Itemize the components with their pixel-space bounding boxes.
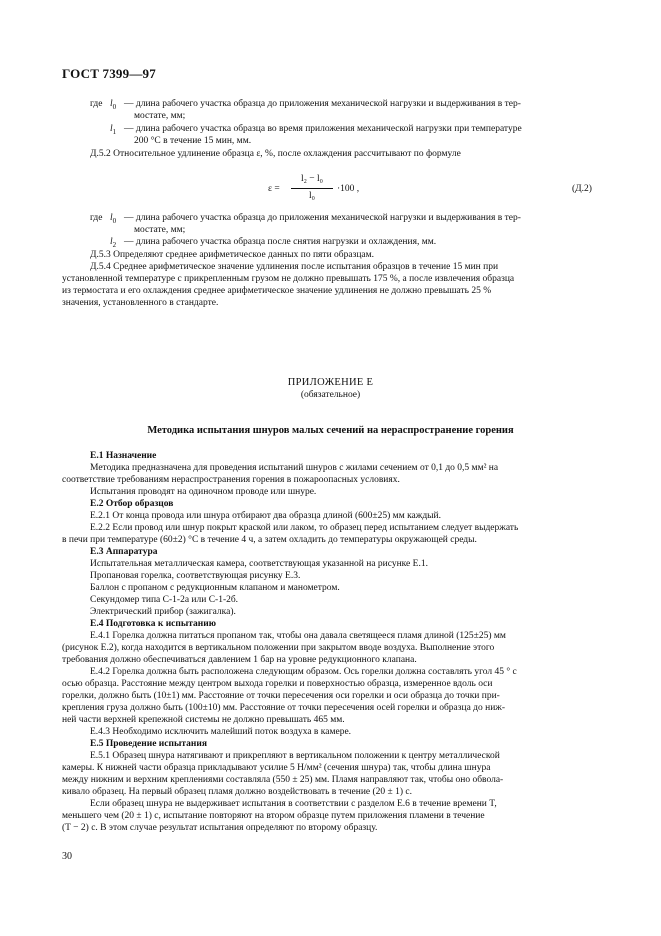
definition-l2: — длина рабочего участка образца после снятия нагрузки и охлаждения, мм. [124,237,437,247]
section-e2-heading: Е.2 Отбор образцов [90,499,174,509]
e1-p1-line2: соответствие требованиям нераспространения горения в пожароопасных условиях. [62,475,400,485]
e1-p1-line1: Методика предназначена для проведения испытаний шнуров с жилами сечением от 0,1 до 0,5 мм² на [90,463,499,473]
e4-p1-line3: требования должно обеспечиваться давлением 1 бар на уровне редукционного клапана. [62,655,417,665]
e3-item: Секундомер типа С-1-2а или С-1-2б. [90,595,239,605]
where-label: где [90,99,103,109]
formula-multiplier: ·100 , [337,184,360,194]
section-e4-heading: Е.4 Подготовка к испытанию [90,619,217,629]
e2-p2-line2: в печи при температуре (60±2) °С в течение 4 ч, а затем охладить до температуры окружающей среды. [62,535,477,545]
e2-p2-line1: Е.2.2 Если провод или шнур покрыт краской или лаком, то образец перед испытанием следует выдержать [90,523,519,533]
definition-l1: — длина рабочего участка образца во время приложения механической нагрузки при температуре [124,124,522,134]
symbol-l2: $l_2$ [110,237,117,249]
e4-p2-line3: горелки, должно быть (10±1) мм. Расстояние от точки пересечения оси горелки и оси образца до точки при- [62,691,500,701]
e5-p1-line3: между нижним и верхним креплениями составляла (550 ± 25) мм. Пламя направляют так, чтобы оно обвола- [62,775,504,785]
appendix-subtitle: (обязательное) [300,390,361,400]
e5-p2-line3: (T − 2) с. В этом случае результат испытания определяют по второму образцу. [62,823,378,833]
section-e5-heading: Е.5 Проведение испытания [90,739,208,749]
e3-item: Баллон с пропаном с редукционным клапаном и манометром. [90,583,340,593]
method-title: Методика испытания шнуров малых сечений на нераспространение горения [147,425,514,436]
e5-p2-line1: Если образец шнура не выдерживает испытания в соответствии с разделом Е.6 в течение времени T, [90,799,497,809]
clause-d54-line1: Д.5.4 Среднее арифметическое значение удлинения после испытания образцов в течение 15 мин при [90,262,499,272]
e5-p1-line1: Е.5.1 Образец шнура натягивают и прикрепляют в вертикальном положении к центру металлической [90,751,500,761]
section-e1-heading: Е.1 Назначение [90,451,157,461]
e5-p1-line4: кивало образец. На первый образец пламя должно воздействовать в течение (20 ± 1) с. [62,787,413,797]
e4-p1-line1: Е.4.1 Горелка должна питаться пропаном так, чтобы она давала светящееся пламя длиной (125±25) мм [90,631,506,641]
symbol-l0-2: $l_0$ [110,213,117,225]
clause-d54-line2: установленной температуре с прикрепленным грузом не должно превышать 175 %, а после извлечения образца [62,274,515,284]
e4-p1-line2: (рисунок Е.2), когда находится в вертикальном положении при закрытом вводе воздуха. Выполнение этого [62,643,495,653]
fraction-bar [291,188,333,189]
where-label-2: где [90,213,103,223]
e3-item: Электрический прибор (зажигалка). [90,607,236,617]
definition-l0-2-cont: мостате, мм; [134,225,186,235]
e1-p2: Испытания проводят на одиночном проводе или шнуре. [90,487,317,497]
definition-l1-cont: 200 °С в течение 15 мин, мм. [134,136,252,146]
formula-denominator: l₀ [309,191,315,201]
e5-p2-line2: меньшего чем (20 ± 1) с, испытание повторяют на втором образце путем приложения пламени в течение [62,811,485,821]
appendix-title: ПРИЛОЖЕНИЕ Е [287,377,374,388]
page-number: 30 [62,851,72,862]
formula-lhs: ε = [268,184,280,194]
symbol-l0: $l_0$ [110,99,117,111]
document-header: ГОСТ 7399—97 [62,66,156,81]
definition-l0-2: — длина рабочего участка образца до приложения механической нагрузки и выдерживания в тер- [124,213,521,223]
e4-p2-line1: Е.4.2 Горелка должна быть расположена следующим образом. Ось горелки должна составлять угол 45 ° с [90,667,517,677]
clause-d54-line3: из термостата и его охлаждения среднее арифметическое значение удлинения не должно превышать 25 % [62,286,492,296]
clause-d54-line4: значения, установленного в стандарте. [62,298,219,308]
symbol-l1: $l_1$ [110,124,117,136]
e5-p1-line2: камеры. К нижней части образца прикладывают усилие 5 Н/мм² (сечения шнура) так, чтобы длина шнура [62,763,491,773]
e3-item: Испытательная металлическая камера, соответствующая указанной на рисунке Е.1. [90,559,428,569]
definition-l0: — длина рабочего участка образца до приложения механической нагрузки и выдерживания в тер- [124,99,521,109]
e4-p2-line4: крепления груза должно быть (100±10) мм. Расстояние от точки пересечения осей горелки и образца до ниж- [62,703,506,713]
e4-p2-line2: осью образца. Расстояние между центром выхода горелки и поверхностью образца, измеренное вдоль оси [62,679,493,689]
e4-p2-line5: ней части верхней крепежной системы не должно превышать 465 мм. [62,715,345,725]
e4-p3: Е.4.3 Необходимо исключить малейший поток воздуха в камере. [90,727,352,737]
definition-l0-cont: мостате, мм; [134,111,186,121]
e2-p1: Е.2.1 От конца провода или шнура отбирают два образца длиной (600±25) мм каждый. [90,511,442,521]
formula-numerator: l₂ − l₀ [300,174,323,184]
e3-item: Пропановая горелка, соответствующая рисунку Е.3. [90,571,301,581]
formula-number: (Д.2) [572,184,592,194]
section-e3-heading: Е.3 Аппаратура [90,547,158,557]
clause-d52: Д.5.2 Относительное удлинение образца ε, %, после охлаждения рассчитывают по формуле [90,149,461,159]
clause-d53: Д.5.3 Определяют среднее арифметическое данных по пяти образцам. [90,250,375,260]
